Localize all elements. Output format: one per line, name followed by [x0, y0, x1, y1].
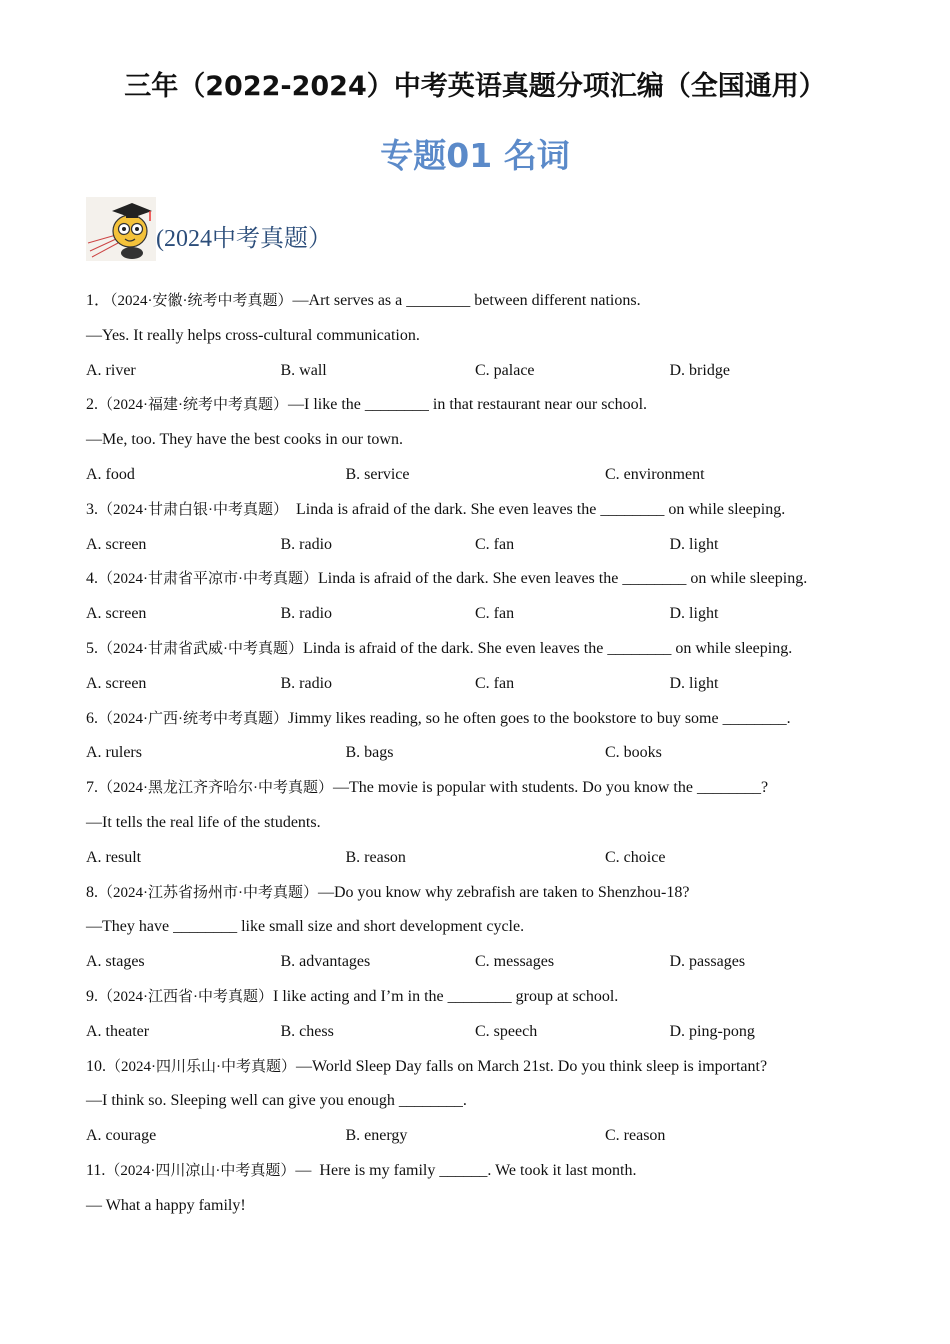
option-row — [86, 740, 886, 775]
question-source: （2024·江西省·中考真题） — [98, 988, 273, 1005]
document-title: 三年（2022-2024）中考英语真题分项汇编（全国通用） — [124, 71, 826, 102]
option-d[interactable]: D. light — [669, 674, 719, 692]
question-source: （2024·黑龙江齐齐哈尔·中考真题） — [98, 780, 333, 797]
option-a[interactable]: A. screen — [86, 605, 147, 623]
graduate-mascot-icon — [86, 197, 156, 261]
question-source: （2024·四川乐山·中考真题） — [106, 1058, 296, 1075]
question-number: 6. — [86, 709, 98, 727]
option-c[interactable]: C. fan — [475, 535, 515, 553]
option-row — [86, 532, 886, 567]
question-number: 2. — [86, 396, 98, 414]
option-c[interactable]: C. books — [605, 744, 662, 762]
question-number: 1． — [86, 292, 111, 309]
question-source: （2024·安徽·统考中考真题） — [110, 293, 293, 309]
question-11 — [86, 1158, 886, 1193]
question-reply: —Yes. It really helps cross-cultural communication. — [86, 326, 420, 344]
option-row — [86, 1123, 886, 1158]
option-b[interactable]: B. reason — [345, 848, 406, 866]
question-5 — [86, 636, 886, 671]
question-reply: — What a happy family! — [86, 1196, 246, 1214]
option-c[interactable]: C. palace — [475, 361, 535, 379]
section-label: (2024中考真题） — [156, 225, 332, 252]
question-text: I like acting and I’m in the ________ group at school. — [273, 987, 619, 1005]
option-b[interactable]: B. wall — [280, 361, 327, 379]
option-a[interactable]: A. rulers — [86, 744, 142, 762]
option-row — [86, 949, 886, 984]
question-reply: —Me, too. They have the best cooks in our town. — [86, 431, 403, 449]
question-text: Linda is afraid of the dark. She even leaves the ________ on while sleeping. — [303, 639, 793, 657]
question-4 — [86, 566, 886, 601]
option-c[interactable]: C. environment — [605, 465, 705, 483]
question-number: 7. — [86, 779, 98, 797]
question-source: （2024·甘肃白银·中考真题） — [98, 501, 288, 518]
option-c[interactable]: C. choice — [605, 848, 666, 866]
question-source: （2024·四川凉山·中考真题） — [105, 1162, 296, 1179]
question-number: 5. — [86, 639, 98, 657]
option-b[interactable]: B. advantages — [280, 953, 371, 971]
option-row — [86, 845, 886, 880]
option-row — [86, 601, 886, 636]
option-b[interactable]: B. service — [345, 465, 410, 483]
question-text: — Here is my family ______. We took it last month. — [295, 1161, 637, 1179]
option-c[interactable]: C. messages — [475, 953, 555, 971]
option-d[interactable]: D. light — [669, 535, 719, 553]
option-d[interactable]: D. bridge — [669, 361, 730, 379]
option-d[interactable]: D. light — [669, 605, 719, 623]
question-number: 11. — [86, 1161, 106, 1179]
question-source: （2024·江苏省扬州市·中考真题） — [98, 884, 318, 901]
option-a[interactable]: A. screen — [86, 674, 147, 692]
topic-subtitle: 专题01 名词 — [380, 136, 570, 175]
option-a[interactable]: A. food — [86, 465, 135, 483]
option-row — [86, 462, 886, 497]
question-number: 10. — [86, 1057, 106, 1075]
question-3 — [86, 497, 886, 532]
question-source: （2024·福建·统考中考真题） — [98, 397, 288, 414]
option-row — [86, 1019, 886, 1054]
option-b[interactable]: B. bags — [345, 744, 394, 762]
question-8 — [86, 880, 886, 915]
question-text: Jimmy likes reading, so he often goes to the bookstore to buy some ________. — [288, 709, 791, 727]
option-a[interactable]: A. theater — [86, 1022, 150, 1040]
section-heading — [86, 197, 332, 261]
option-row — [86, 671, 886, 706]
question-text: —Art serves as a ________ between different nations. — [292, 292, 641, 309]
option-b[interactable]: B. radio — [280, 535, 333, 553]
option-a[interactable]: A. stages — [86, 953, 145, 971]
question-7 — [86, 775, 886, 810]
question-number: 9. — [86, 987, 98, 1005]
question-text: —I like the ________ in that restaurant near our school. — [288, 396, 648, 414]
question-number: 8. — [86, 883, 98, 901]
question-10 — [86, 1054, 886, 1089]
option-d[interactable]: D. passages — [669, 953, 746, 971]
question-text: —World Sleep Day falls on March 21st. Do you think sleep is important? — [296, 1057, 768, 1075]
question-6 — [86, 706, 886, 741]
option-a[interactable]: A. courage — [86, 1127, 157, 1145]
question-reply: —It tells the real life of the students. — [86, 813, 321, 831]
question-source: （2024·甘肃省平凉市·中考真题） — [98, 571, 318, 588]
option-d[interactable]: D. ping-pong — [669, 1022, 755, 1040]
question-reply: —I think so. Sleeping well can give you enough ________. — [86, 1092, 467, 1110]
option-c[interactable]: C. fan — [475, 674, 515, 692]
option-b[interactable]: B. energy — [345, 1127, 408, 1145]
question-2 — [86, 392, 886, 427]
question-text: —Do you know why zebrafish are taken to Shenzhou-18? — [318, 883, 690, 901]
option-c[interactable]: C. speech — [475, 1022, 538, 1040]
question-reply: —They have ________ like small size and short development cycle. — [86, 918, 525, 936]
question-source: （2024·甘肃省武威·中考真题） — [98, 640, 303, 657]
option-b[interactable]: B. radio — [280, 674, 333, 692]
question-9 — [86, 984, 886, 1019]
question-text: —The movie is popular with students. Do you know the ________? — [333, 779, 769, 797]
option-a[interactable]: A. screen — [86, 535, 147, 553]
question-number: 4. — [86, 570, 98, 588]
option-c[interactable]: C. fan — [475, 605, 515, 623]
question-text: Linda is afraid of the dark. She even leaves the ________ on while sleeping. — [288, 500, 786, 518]
question-list — [86, 288, 886, 1228]
option-b[interactable]: B. chess — [280, 1022, 334, 1040]
option-a[interactable]: A. river — [86, 361, 136, 379]
option-b[interactable]: B. radio — [280, 605, 333, 623]
question-source: （2024·广西·统考中考真题） — [98, 710, 288, 727]
question-1 — [86, 288, 886, 323]
question-text: Linda is afraid of the dark. She even leaves the ________ on while sleeping. — [318, 570, 808, 588]
question-number: 3. — [86, 500, 98, 518]
option-row — [86, 358, 886, 393]
option-c[interactable]: C. reason — [605, 1127, 666, 1145]
option-a[interactable]: A. result — [86, 848, 142, 866]
